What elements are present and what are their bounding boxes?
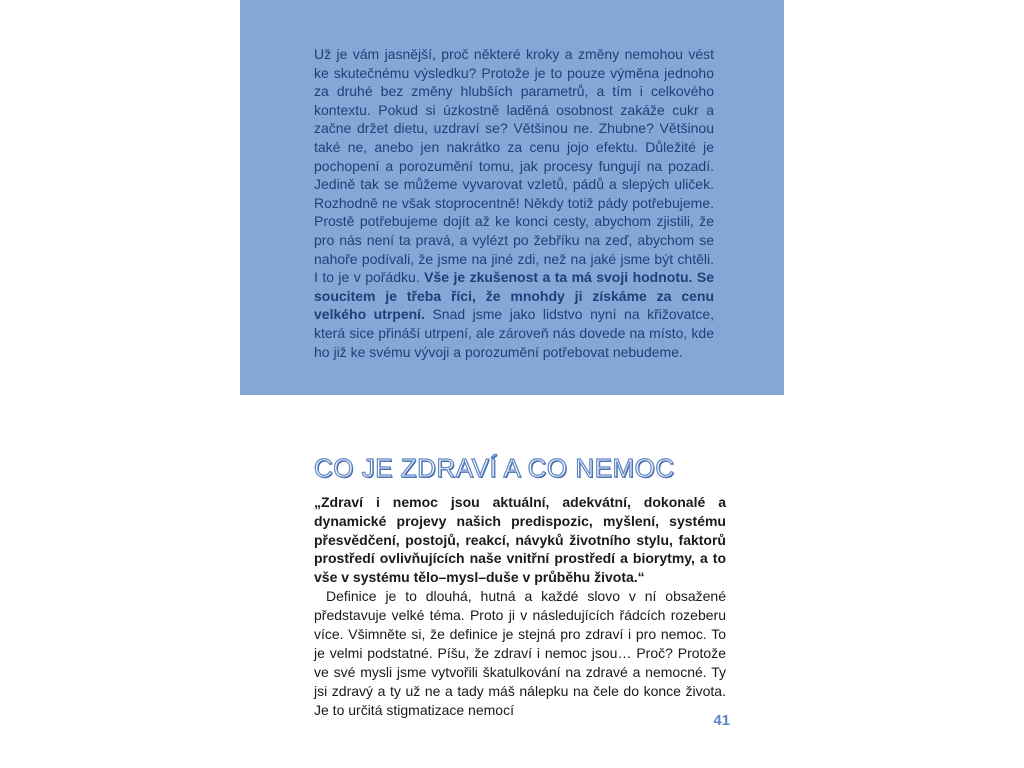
highlight-bold: Vše je zkušenost a ta má svoji hodnotu. Se soucitem je třeba říci, že mnohdy ji získáme za cenu velkého utrpení.: [314, 269, 714, 323]
highlight-paragraph: [314, 45, 714, 361]
section-heading: CO JE ZDRAVÍ A CO NEMOC: [314, 453, 675, 483]
body-paragraph: Definice je to dlouhá, hutná a každé slovo v ní obsažené představuje velké téma. Proto ji v následujících řádcích rozeberu více. Všimněte si, že definice je stejná pro zdraví i pro nemoc. To je velmi podstatné. Píšu, že zdraví i nemoc jsou… Proč? Protože ve své mysli jsme vytvořili škatulkování na zdravé a nemocné. Ty jsi zdravý a ty už ne a tady máš nálepku na čele do konce života. Je to určitá stigmatizace nemocí: [314, 588, 726, 718]
highlight-outro: Snad jsme jako lidstvo nyní na křižovatce, která sice přináší utrpení, ale zároveň nás dovede na místo, kde ho již ke svému vývoji a porozumění potřebovat nebudeme.: [314, 306, 715, 360]
highlight-intro: Už je vám jasnější, proč některé kroky a změny nemohou vést ke skutečnému výsledku? Protože je to pouze výměna jednoho za druhé bez změny hlubších parametrů, a tím i celkového kontextu. Pokud si úzkostně laděná osobnost zakáže cukr a začne držet dietu, uzdraví se? Většinou ne. Zhubne? Většinou také ne, anebo jen nakrátko za cenu jojo efektu. Důležité je pochopení a porozumění tomu, jak procesy fungují na pozadí. Jedině tak se můžeme vyvarovat vzletů, pádů a slepých uliček. Rozhodně ne však stoprocentně! Někdy totiž pády potřebujeme. Prostě potřebujeme dojít až ke konci cesty, abychom zjistili, že pro nás není ta pravá, a vylézt po žebříku na zeď, abychom se nahoře podívali, že jsme na jiné zdi, než na jaké jsme být chtěli. I to je v pořádku.: [314, 46, 714, 286]
definition-quote: „Zdraví i nemoc jsou aktuální, adekvátní, dokonalé a dynamické projevy našich predispozic, myšlení, systému přesvědčení, postojů, reakcí, návyků životního stylu, faktorů prostředí ovlivňujících naše vnitřní prostředí a biorytmy, a to vše v systému tělo–mysl–duše v průběhu života.“: [314, 494, 726, 586]
page-number: 41: [713, 712, 730, 729]
book-page: [240, 0, 784, 768]
highlight-box: [240, 0, 784, 395]
